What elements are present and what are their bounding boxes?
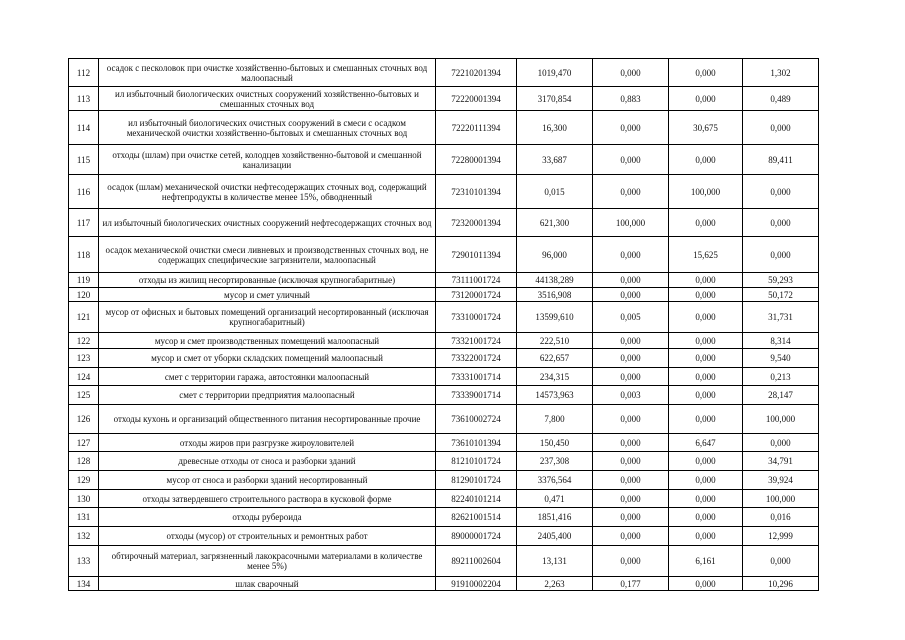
row-number: 131 xyxy=(69,508,99,527)
fkko-code: 72310101394 xyxy=(436,175,517,209)
fkko-code: 73321001724 xyxy=(436,333,517,349)
value-col-1: 3516,908 xyxy=(517,288,593,302)
value-col-2: 0,000 xyxy=(593,490,669,508)
value-col-4: 0,016 xyxy=(743,508,819,527)
table-row xyxy=(69,209,819,237)
table-row xyxy=(69,452,819,471)
fkko-code: 73120001724 xyxy=(436,288,517,302)
fkko-code: 89211002604 xyxy=(436,546,517,577)
value-col-4: 89,411 xyxy=(743,145,819,175)
value-col-4: 34,791 xyxy=(743,452,819,471)
table-row xyxy=(69,577,819,591)
table-row xyxy=(69,434,819,452)
table-row xyxy=(69,288,819,302)
table-row xyxy=(69,111,819,145)
waste-name: обтирочный материал, загрязненный лакокрасочными материалами в количестве менее 5%) xyxy=(99,546,436,577)
table-row xyxy=(69,368,819,386)
value-col-2: 0,000 xyxy=(593,145,669,175)
value-col-1: 150,450 xyxy=(517,434,593,452)
value-col-3: 0,000 xyxy=(669,527,743,546)
fkko-code: 72280001394 xyxy=(436,145,517,175)
waste-name: ил избыточный биологических очистных сооружений в смеси с осадком механической очистки хозяйственно-бытовых и смешанных сточных вод xyxy=(99,111,436,145)
table-row xyxy=(69,508,819,527)
table-row xyxy=(69,59,819,87)
value-col-4: 39,924 xyxy=(743,471,819,490)
fkko-code: 73339001714 xyxy=(436,386,517,405)
waste-name: мусор и смет уличный xyxy=(99,288,436,302)
row-number: 120 xyxy=(69,288,99,302)
value-col-2: 0,000 xyxy=(593,59,669,87)
value-col-1: 33,687 xyxy=(517,145,593,175)
table-row xyxy=(69,405,819,434)
waste-name: отходы затвердевшего строительного раствора в кусковой форме xyxy=(99,490,436,508)
fkko-code: 73111001724 xyxy=(436,273,517,288)
value-col-1: 14573,963 xyxy=(517,386,593,405)
waste-name: отходы жиров при разгрузке жироуловителей xyxy=(99,434,436,452)
value-col-2: 0,000 xyxy=(593,508,669,527)
value-col-3: 0,000 xyxy=(669,273,743,288)
value-col-1: 3170,854 xyxy=(517,87,593,111)
value-col-4: 31,731 xyxy=(743,302,819,333)
value-col-4: 0,000 xyxy=(743,546,819,577)
value-col-1: 44138,289 xyxy=(517,273,593,288)
row-number: 128 xyxy=(69,452,99,471)
value-col-4: 9,540 xyxy=(743,349,819,368)
row-number: 130 xyxy=(69,490,99,508)
value-col-3: 15,625 xyxy=(669,237,743,273)
waste-table-body xyxy=(69,59,819,591)
value-col-1: 621,300 xyxy=(517,209,593,237)
value-col-2: 100,000 xyxy=(593,209,669,237)
waste-name: отходы кухонь и организаций общественного питания несортированные прочие xyxy=(99,405,436,434)
row-number: 118 xyxy=(69,237,99,273)
waste-name: шлак сварочный xyxy=(99,577,436,591)
value-col-2: 0,000 xyxy=(593,452,669,471)
fkko-code: 82240101214 xyxy=(436,490,517,508)
value-col-3: 0,000 xyxy=(669,209,743,237)
value-col-1: 0,471 xyxy=(517,490,593,508)
table-row xyxy=(69,302,819,333)
value-col-3: 0,000 xyxy=(669,405,743,434)
table-row xyxy=(69,471,819,490)
value-col-2: 0,000 xyxy=(593,175,669,209)
waste-name: мусор и смет от уборки складских помещений малоопасный xyxy=(99,349,436,368)
row-number: 129 xyxy=(69,471,99,490)
row-number: 117 xyxy=(69,209,99,237)
table-row xyxy=(69,87,819,111)
value-col-1: 16,300 xyxy=(517,111,593,145)
value-col-2: 0,000 xyxy=(593,405,669,434)
row-number: 115 xyxy=(69,145,99,175)
value-col-4: 28,147 xyxy=(743,386,819,405)
value-col-2: 0,000 xyxy=(593,237,669,273)
waste-name: осадок (шлам) механической очистки нефтесодержащих сточных вод, содержащий нефтепродукты в количестве менее 15%, обводненный xyxy=(99,175,436,209)
value-col-4: 100,000 xyxy=(743,405,819,434)
fkko-code: 82621001514 xyxy=(436,508,517,527)
value-col-4: 50,172 xyxy=(743,288,819,302)
waste-name: осадок с песколовок при очистке хозяйственно-бытовых и смешанных сточных вод малоопасный xyxy=(99,59,436,87)
value-col-2: 0,000 xyxy=(593,368,669,386)
value-col-3: 0,000 xyxy=(669,508,743,527)
value-col-4: 100,000 xyxy=(743,490,819,508)
row-number: 123 xyxy=(69,349,99,368)
fkko-code: 72320001394 xyxy=(436,209,517,237)
value-col-1: 222,510 xyxy=(517,333,593,349)
row-number: 122 xyxy=(69,333,99,349)
value-col-2: 0,000 xyxy=(593,273,669,288)
value-col-1: 2,263 xyxy=(517,577,593,591)
fkko-code: 73610101394 xyxy=(436,434,517,452)
value-col-1: 7,800 xyxy=(517,405,593,434)
row-number: 116 xyxy=(69,175,99,209)
waste-name: мусор от офисных и бытовых помещений организаций несортированный (исключая крупногабаритный) xyxy=(99,302,436,333)
value-col-3: 0,000 xyxy=(669,145,743,175)
fkko-code: 73322001724 xyxy=(436,349,517,368)
table-row xyxy=(69,490,819,508)
table-row xyxy=(69,237,819,273)
waste-name: смет с территории предприятия малоопасный xyxy=(99,386,436,405)
value-col-4: 10,296 xyxy=(743,577,819,591)
fkko-code: 89000001724 xyxy=(436,527,517,546)
value-col-4: 0,000 xyxy=(743,175,819,209)
value-col-2: 0,883 xyxy=(593,87,669,111)
value-col-1: 96,000 xyxy=(517,237,593,273)
value-col-2: 0,000 xyxy=(593,349,669,368)
row-number: 121 xyxy=(69,302,99,333)
waste-name: смет с территории гаража, автостоянки малоопасный xyxy=(99,368,436,386)
fkko-code: 73310001724 xyxy=(436,302,517,333)
value-col-2: 0,005 xyxy=(593,302,669,333)
waste-name: отходы рубероида xyxy=(99,508,436,527)
fkko-code: 73331001714 xyxy=(436,368,517,386)
table-row xyxy=(69,349,819,368)
value-col-4: 8,314 xyxy=(743,333,819,349)
value-col-2: 0,000 xyxy=(593,288,669,302)
value-col-4: 59,293 xyxy=(743,273,819,288)
waste-name: отходы из жилищ несортированные (исключая крупногабаритные) xyxy=(99,273,436,288)
row-number: 113 xyxy=(69,87,99,111)
value-col-4: 0,000 xyxy=(743,111,819,145)
waste-table xyxy=(68,58,819,591)
table-row xyxy=(69,333,819,349)
value-col-3: 6,647 xyxy=(669,434,743,452)
value-col-1: 0,015 xyxy=(517,175,593,209)
value-col-3: 0,000 xyxy=(669,452,743,471)
waste-name: отходы (шлам) при очистке сетей, колодцев хозяйственно-бытовой и смешанной канализации xyxy=(99,145,436,175)
fkko-code: 81210101724 xyxy=(436,452,517,471)
value-col-1: 234,315 xyxy=(517,368,593,386)
value-col-2: 0,000 xyxy=(593,546,669,577)
waste-name: ил избыточный биологических очистных сооружений нефтесодержащих сточных вод xyxy=(99,209,436,237)
value-col-4: 12,999 xyxy=(743,527,819,546)
table-row xyxy=(69,273,819,288)
waste-name: отходы (мусор) от строительных и ремонтных работ xyxy=(99,527,436,546)
value-col-1: 237,308 xyxy=(517,452,593,471)
value-col-3: 0,000 xyxy=(669,471,743,490)
row-number: 112 xyxy=(69,59,99,87)
value-col-1: 3376,564 xyxy=(517,471,593,490)
value-col-4: 0,489 xyxy=(743,87,819,111)
value-col-1: 622,657 xyxy=(517,349,593,368)
fkko-code: 72220111394 xyxy=(436,111,517,145)
row-number: 133 xyxy=(69,546,99,577)
fkko-code: 91910002204 xyxy=(436,577,517,591)
value-col-2: 0,000 xyxy=(593,434,669,452)
value-col-3: 6,161 xyxy=(669,546,743,577)
value-col-1: 1019,470 xyxy=(517,59,593,87)
table-row xyxy=(69,145,819,175)
waste-name: мусор и смет производственных помещений малоопасный xyxy=(99,333,436,349)
value-col-3: 0,000 xyxy=(669,368,743,386)
value-col-2: 0,000 xyxy=(593,471,669,490)
value-col-3: 0,000 xyxy=(669,349,743,368)
row-number: 125 xyxy=(69,386,99,405)
row-number: 132 xyxy=(69,527,99,546)
value-col-2: 0,177 xyxy=(593,577,669,591)
value-col-3: 0,000 xyxy=(669,333,743,349)
waste-name: мусор от сноса и разборки зданий несортированный xyxy=(99,471,436,490)
value-col-3: 0,000 xyxy=(669,302,743,333)
value-col-4: 1,302 xyxy=(743,59,819,87)
table-row xyxy=(69,546,819,577)
value-col-3: 0,000 xyxy=(669,577,743,591)
value-col-1: 13,131 xyxy=(517,546,593,577)
value-col-1: 13599,610 xyxy=(517,302,593,333)
row-number: 119 xyxy=(69,273,99,288)
value-col-2: 0,003 xyxy=(593,386,669,405)
fkko-code: 72210201394 xyxy=(436,59,517,87)
table-row xyxy=(69,527,819,546)
value-col-3: 0,000 xyxy=(669,386,743,405)
fkko-code: 73610002724 xyxy=(436,405,517,434)
value-col-4: 0,213 xyxy=(743,368,819,386)
value-col-2: 0,000 xyxy=(593,333,669,349)
value-col-3: 30,675 xyxy=(669,111,743,145)
row-number: 124 xyxy=(69,368,99,386)
row-number: 127 xyxy=(69,434,99,452)
fkko-code: 72220001394 xyxy=(436,87,517,111)
row-number: 134 xyxy=(69,577,99,591)
value-col-3: 0,000 xyxy=(669,59,743,87)
value-col-3: 0,000 xyxy=(669,490,743,508)
value-col-2: 0,000 xyxy=(593,527,669,546)
value-col-1: 1851,416 xyxy=(517,508,593,527)
value-col-1: 2405,400 xyxy=(517,527,593,546)
value-col-4: 0,000 xyxy=(743,237,819,273)
row-number: 126 xyxy=(69,405,99,434)
table-row xyxy=(69,175,819,209)
fkko-code: 72901011394 xyxy=(436,237,517,273)
value-col-3: 100,000 xyxy=(669,175,743,209)
value-col-2: 0,000 xyxy=(593,111,669,145)
waste-name: ил избыточный биологических очистных сооружений хозяйственно-бытовых и смешанных сточных вод xyxy=(99,87,436,111)
value-col-3: 0,000 xyxy=(669,87,743,111)
value-col-4: 0,000 xyxy=(743,209,819,237)
waste-name: древесные отходы от сноса и разборки зданий xyxy=(99,452,436,471)
row-number: 114 xyxy=(69,111,99,145)
value-col-3: 0,000 xyxy=(669,288,743,302)
value-col-4: 0,000 xyxy=(743,434,819,452)
fkko-code: 81290101724 xyxy=(436,471,517,490)
waste-name: осадок механической очистки смеси ливневых и производственных сточных вод, не содержащих специфические загрязнители, малоопасный xyxy=(99,237,436,273)
table-row xyxy=(69,386,819,405)
